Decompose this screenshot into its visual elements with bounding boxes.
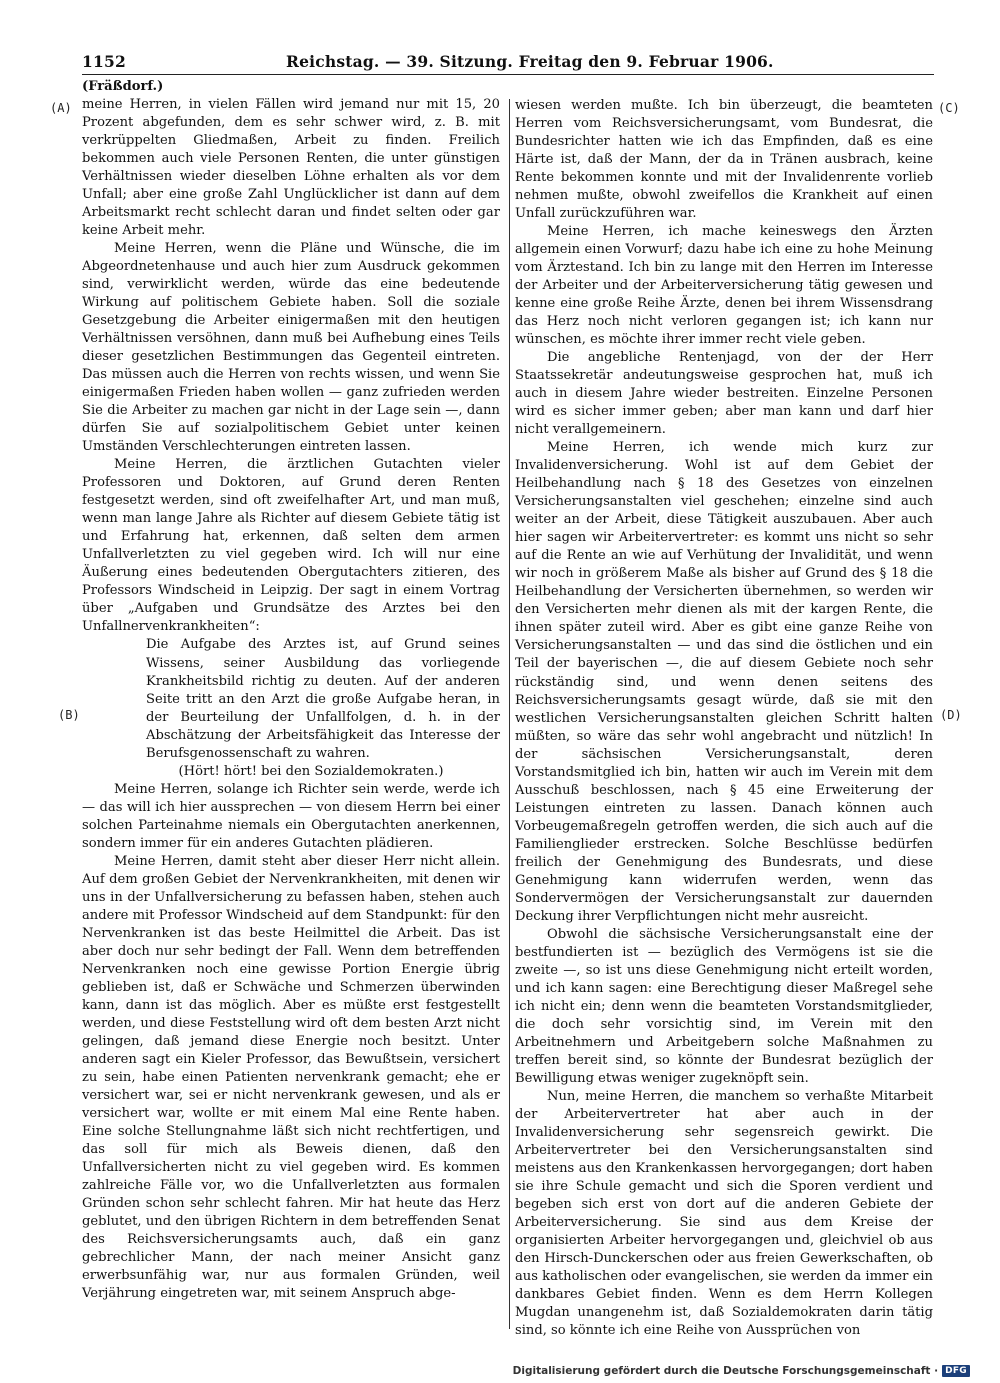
speaker-name: (Fräßdorf.) bbox=[82, 79, 164, 94]
right-column bbox=[515, 97, 933, 1340]
running-title: Reichstag. — 39. Sitzung. Freitag den 9. Februar 1906. bbox=[286, 52, 774, 71]
left-column bbox=[82, 78, 500, 1303]
block-quote: Die Aufgabe des Arztes ist, auf Grund seines Wissens, seiner Ausbildung das vorliegende Krankheitsbild richtig zu deuten. Auf der anderen Seite tritt an den Arzt die große Aufgabe heran, in der Beurteilung der Unfallfolgen, d. h. in der Abschätzung der Arbeitsfähigkeit das Interesse der Berufsgenossenschaft zu wahren. bbox=[146, 637, 500, 761]
footer-credit bbox=[513, 1363, 970, 1379]
page-header bbox=[82, 52, 934, 74]
header-rule bbox=[82, 74, 934, 75]
paragraph: wiesen werden mußte. Ich bin überzeugt, die beamteten Herren vom Reichsversicherungsamt, vom Bundesrat, die Bundesrichter hatten wie ich das Empfinden, daß es eine Härte ist, daß der Mann, der da in Tränen ausbrach, keine Rente bekommen konnte und mit der Invalidenrente vorlieb nehmen mußte, obwohl zweifellos die Krankheit auf einen Unfall zurückzuführen war. bbox=[515, 98, 933, 222]
paragraph: Meine Herren, damit steht aber dieser Herr nicht allein. Auf dem großen Gebiet der Nervenkrankheiten, mit denen wir uns in der Unfallversicherung zu befassen haben, stehen auch andere mit Professor Windscheid auf dem Standpunkt: für den Nervenkranken ist das beste Heilmittel die Arbeit. Das ist aber doch nur sehr bedingt der Fall. Wenn dem betreffenden Nervenkranken noch eine gewisse Portion Energie übrig geblieben ist, daß er Schwäche und Schmerzen überwinden kann, dann ist das möglich. Aber es müßte erst festgestellt werden, und diese Feststellung wird oft dem besten Arzt nicht gelingen, daß jemand diese Energie noch besitzt. Unter anderen sagt ein Kieler Professor, das Bewußtsein, versichert zu sein, habe einen Patienten nervenkrank gemacht; ehe er versichert war, sei er nicht nervenkrank gewesen, und als er versichert war, wollte er mit einem Mal eine Rente haben. Eine solche Stellungnahme läßt sich nicht rechtfertigen, und das soll für mich als Beweis dienen, daß den Unfallversicherten nicht zu viel gegeben wird. Es kommen zahlreiche Fälle vor, wo die Unfallverletzten aus formalen Gründen schon sehr schlecht fahren. Mir hat heute das Herz geblutet, und den übrigen Richtern in dem betreffenden Senat des Reichsversicherungsamts auch, daß ein ganz gebrechlicher Mann, der nach meiner Ansicht ganz erwerbsunfähig war, nur aus formalen Gründen, weil Verjährung eingetreten war, mit seinem Anspruch abge- bbox=[82, 853, 500, 1302]
paragraph: Meine Herren, solange ich Richter sein werde, werde ich — das will ich hier aussprechen — von diesem Herrn bei einer solchen Parteinahme niemals ein Obergutachten anerkennen, sondern immer für ein anderes Gutachten plädieren. bbox=[82, 781, 500, 851]
interjection: (Hört! hört! bei den Sozialdemokraten.) bbox=[178, 763, 444, 779]
dfg-logo: DFG bbox=[942, 1365, 970, 1377]
paragraph: Meine Herren, ich wende mich kurz zur Invalidenversicherung. Wohl ist auf dem Gebiet der Heilbehandlung nach § 18 des Gesetzes von einzelnen Versicherungsanstalten viel geschehen; einzelne sind auch weiter an der Arbeit, diese Tätigkeit auszubauen. Aber auch hier sagen wir Arbeitervertreter: es kommt uns nicht so sehr auf die Rente an wie auf Verhütung der Invalidität, und wenn wir noch in größerem Maße als bisher auf Grund des § 18 die Heilbehandlung der Versicherten übernehmen, so werden wir den Versicherten mehr dienen als mit der kargen Rente, die ihnen später zuteil wird. Aber es gibt eine ganze Reihe von Versicherungsanstalten — und das sind die östlichen und ein Teil der bayerischen —, die auf diesem Gebiete noch sehr rückständig sind, und wenn denen seitens des Reichsversicherungsamts gesagt würde, daß sie mit den westlichen Versicherungsanstalten gleichen Schritt halten müßten, so wäre das sehr wohl angebracht und nützlich! In der sächsischen Versicherungsanstalt, deren Vorstandsmitglied ich bin, hatten wir auch im Verein mit dem Ausschuß beschlossen, nach § 45 eine Erweiterung der Leistungen eintreten zu lassen. Danach können auch Vorbeugemaßregeln getroffen werden, die sich auch auf die Familienglieder erstrecken. Solche Beschlüsse bedürfen freilich der Genehmigung des Bundesrats, und diese Genehmigung kann widerrufen werden, wenn das Sondervermögen der Versicherungsanstalt zur dauernden Deckung ihrer Verpflichtungen nicht mehr ausreicht. bbox=[515, 440, 933, 924]
paragraph: Nun, meine Herren, die manchem so verhaßte Mitarbeit der Arbeitervertreter hat aber auch in der Invalidenversicherung sehr segensreich gewirkt. Die Arbeitervertreter bei den Versicherungsanstalten sind meistens aus den Krankenkassen hervorgegangen; dort haben sie ihre Schule gemacht und sich die Sporen verdient und begeben sich erst von dort auf die anderen Gebiete der Arbeiterversicherung. Sie sind aus dem Kreise der organisierten Arbeiter hervorgegangen und, gleichviel ob aus den Hirsch-Dunckerschen oder aus freien Gewerkschaften, ob aus katholischen oder evangelischen, sie werden da immer ein dankbares Gebiet finden. Wenn es dem Herrn Kollegen Mugdan unangenehm ist, daß Sozialdemokraten darin tätig sind, so könnte ich eine Reihe von Aussprüchen von bbox=[515, 1088, 933, 1339]
margin-marker-d: (D) bbox=[940, 708, 962, 722]
page-number: 1152 bbox=[82, 52, 126, 71]
paragraph: Meine Herren, ich mache keineswegs den Ärzten allgemein einen Vorwurf; dazu habe ich eine zu hohe Meinung vom Ärztestand. Ich bin zu lange mit den Herren im Interesse der Arbeiter und der Arbeiterversicherung tätig gewesen und kenne eine große Reihe Ärzte, denen bei ihrem Wissensdrang das Herz noch nicht verloren gegangen ist; ich kann nur wünschen, es möchte ihrer immer recht viele geben. bbox=[515, 224, 933, 348]
paragraph: meine Herren, in vielen Fällen wird jemand nur mit 15, 20 Prozent abgefunden, dem es sehr schwer wird, z. B. mit verkrüppelten Gliedmaßen, Arbeit zu finden. Freilich bekommen auch viele Personen Renten, die unter günstigen Verhältnissen wieder dieselben Löhne erhalten als vor dem Unfall; aber eine große Zahl Unglücklicher ist dann auf dem Arbeitsmarkt recht schlecht daran und findet selten oder gar keine Arbeit mehr. bbox=[82, 97, 500, 239]
paragraph: Meine Herren, wenn die Pläne und Wünsche, die im Abgeordnetenhause und auch hier zum Ausdruck gekommen sind, verwirklicht werden, würde das eine bedeutende Wirkung auf politischem Gebiete haben. Soll die soziale Gesetzgebung die Arbeiter einigermaßen mit den heutigen Verhältnissen versöhnen, dann muß bei Aufhebung eines Teils dieser gesetzlichen Bestimmungen das Gegenteil eintreten. Das müssen auch die Herren von rechts wissen, und wenn Sie einigermaßen Frieden haben wollen — ganz zufrieden werden Sie die Arbeiter zu machen gar nicht in der Lage sein —, dann dürfen Sie auf sozialpolitischem Gebiet unter keinen Umständen Verschlechterungen eintreten lassen. bbox=[82, 241, 500, 455]
footer-text: Digitalisierung gefördert durch die Deutsche Forschungsgemeinschaft · bbox=[512, 1365, 939, 1377]
margin-marker-c: (C) bbox=[938, 101, 960, 115]
paragraph: Die angebliche Rentenjagd, von der der Herr Staatssekretär andeutungsweise gesprochen hat, muß ich auch in diesem Jahre wieder bestreiten. Einzelne Personen wird es sicher immer geben; aber man kann und darf hier nicht verallgemeinern. bbox=[515, 350, 933, 438]
paragraph: Meine Herren, die ärztlichen Gutachten vieler Professoren und Doktoren, auf Grund deren Renten festgesetzt werden, sind oft zweifelhafter Art, und man muß, wenn man lange Jahre als Richter auf diesem Gebiete tätig ist und Erfahrung hat, erkennen, daß selten dem armen Unfallverletzten zu viel gegeben wird. Ich will nur eine Äußerung eines bedeutenden Obergutachters zitieren, des Professors Windscheid in Leipzig. Der sagt in einem Vortrag über „Aufgaben und Grundsätze des Arztes bei den Unfallnervenkrankheiten“: bbox=[82, 457, 500, 635]
paragraph: Obwohl die sächsische Versicherungsanstalt eine der bestfundierten ist — bezüglich des Vermögens ist sie die zweite —, so ist uns diese Genehmigung nicht erteilt worden, und ich kann sagen: eine Berechtigung dieser Maßregel sehe ich nicht ein; denn wenn die beamteten Vorstandsmitglieder, die doch sehr vorsichtig sind, im Verein mit den Arbeitnehmern und Arbeitgebern solche Maßnahmen zu treffen bereit sind, so könnte der Bundesrat bezüglich der Bewilligung etwas weniger zugeknöpft sein. bbox=[515, 926, 933, 1086]
margin-marker-b: (B) bbox=[58, 708, 80, 722]
column-divider bbox=[509, 99, 510, 1329]
margin-marker-a: (A) bbox=[50, 101, 72, 115]
